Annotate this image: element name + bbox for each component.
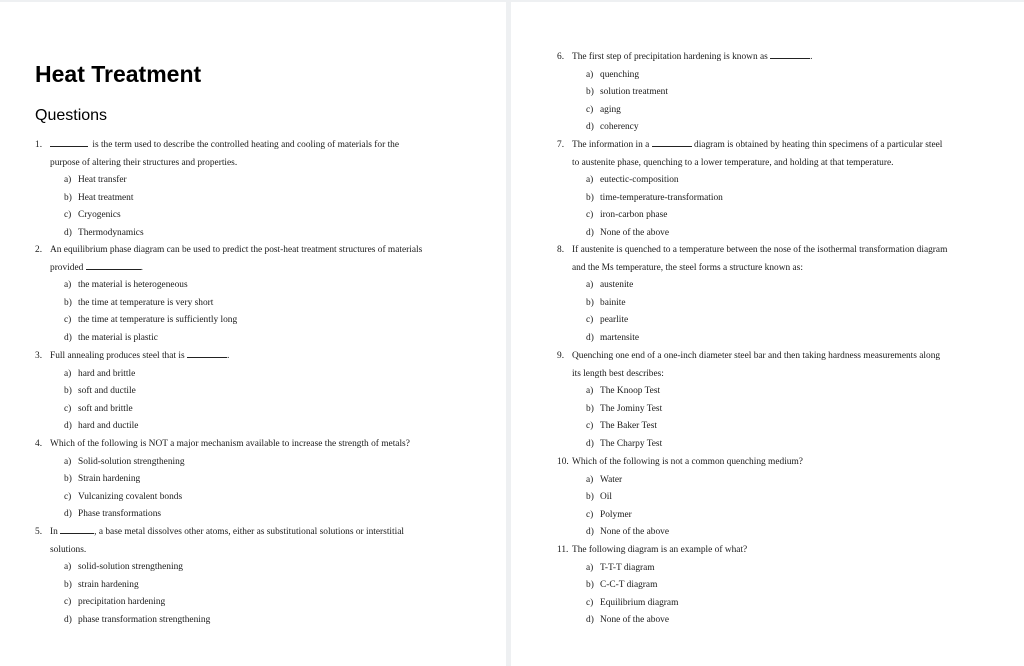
answer-option: d) None of the above — [586, 615, 669, 626]
answer-blank — [50, 138, 88, 147]
question-8 — [557, 242, 947, 348]
answer-option: c) precipitation hardening — [64, 597, 166, 608]
answer-blank — [652, 138, 692, 147]
answer-option: a) quenching — [586, 69, 640, 80]
question-text: provided — [50, 262, 84, 273]
answer-option: c) Vulcanizing covalent bonds — [64, 491, 183, 502]
question-1 — [35, 137, 399, 243]
answer-option: d) None of the above — [586, 227, 669, 238]
answer-option: d) the material is plastic — [64, 332, 158, 343]
answer-option: a) hard and brittle — [64, 368, 136, 379]
question-6: 6. The first step of precipitation hardening is known as . a) quenching b) solution treatment c) aging d) coherency — [557, 49, 812, 137]
question-text: and the Ms temperature, the steel forms a structure known as: — [572, 262, 803, 273]
question-number: 3. — [35, 351, 43, 361]
question-number: 8. — [557, 245, 565, 255]
answer-option: c) aging — [586, 104, 621, 115]
answer-option: b) C-C-T diagram — [586, 580, 658, 591]
question-number: 10. — [557, 457, 569, 467]
question-3: 3. Full annealing produces steel that is . a) hard and brittle b) soft and ductile c) soft and brittle d) hard and ductile — [35, 348, 229, 436]
question-4 — [35, 436, 410, 524]
answer-option: a) Water — [586, 474, 623, 485]
question-text: Quenching one end of a one-inch diameter steel bar and then taking hardness measurements along — [572, 351, 941, 361]
question-text: diagram is obtained by heating thin specimens of a particular steel — [694, 140, 943, 150]
answer-option: c) Cryogenics — [64, 210, 121, 221]
answer-option: a) Heat transfer — [64, 175, 127, 186]
answer-option: b) Oil — [586, 492, 612, 503]
question-number: 1. — [35, 140, 43, 150]
answer-option: c) Polymer — [586, 509, 632, 520]
answer-option: d) Phase transformations — [64, 509, 162, 520]
document-title: Heat Treatment — [35, 61, 202, 87]
question-text: Which of the following is NOT a major mechanism available to increase the strength of metals? — [50, 439, 410, 449]
answer-option: b) the time at temperature is very short — [64, 297, 214, 308]
answer-option: a) The Knoop Test — [586, 386, 661, 397]
question-number: 7. — [557, 140, 565, 150]
question-text: , a base metal dissolves other atoms, either as substitutional solutions or interstitial — [94, 527, 405, 537]
question-text: its length best describes: — [572, 368, 664, 379]
answer-blank — [86, 261, 141, 270]
question-text: An equilibrium phase diagram can be used to predict the post-heat treatment structures of materials — [50, 245, 423, 255]
answer-option: d) None of the above — [586, 527, 669, 538]
question-11 — [557, 542, 747, 630]
question-number: 5. — [35, 527, 43, 537]
answer-option: c) Equilibrium diagram — [586, 597, 679, 608]
answer-option: c) iron-carbon phase — [586, 210, 668, 221]
answer-option: d) The Charpy Test — [586, 438, 663, 449]
answer-option: a) Solid-solution strengthening — [64, 456, 185, 467]
question-5 — [35, 524, 404, 630]
answer-option: b) Strain hardening — [64, 474, 141, 485]
question-7 — [557, 137, 942, 243]
question-text: purpose of altering their structures and properties. — [50, 157, 238, 168]
answer-blank — [187, 349, 227, 358]
question-2: 2. An equilibrium phase diagram can be used to predict the post-heat treatment structures of materials provided . a) the material is heterogeneous b) the time at temperature is very short c) the time at temperature is sufficiently long d) the material is plastic — [35, 242, 422, 348]
answer-option: c) the time at temperature is sufficiently long — [64, 315, 238, 326]
section-heading: Questions — [35, 107, 108, 124]
question-9 — [557, 348, 940, 454]
answer-option: d) Thermodynamics — [64, 227, 144, 238]
answer-blank — [770, 50, 810, 59]
question-text: The first step of precipitation hardening is known as — [572, 52, 768, 62]
answer-option: b) Heat treatment — [64, 192, 134, 203]
answer-option: b) solution treatment — [586, 87, 668, 98]
answer-option: b) strain hardening — [64, 579, 139, 590]
answer-option: d) hard and ductile — [64, 421, 139, 432]
answer-option: d) phase transformation strengthening — [64, 614, 211, 625]
answer-option: a) the material is heterogeneous — [64, 280, 188, 291]
document-page-right — [511, 2, 1024, 666]
answer-option: c) pearlite — [586, 315, 629, 326]
question-number: 4. — [35, 439, 43, 449]
question-text: The following diagram is an example of what? — [572, 545, 748, 555]
question-text: solutions. — [50, 544, 87, 555]
answer-option: a) austenite — [586, 280, 634, 291]
answer-option: c) The Baker Test — [586, 421, 657, 432]
question-number: 11. — [557, 545, 569, 555]
answer-option: b) soft and ductile — [64, 386, 136, 397]
answer-option: a) T-T-T diagram — [586, 562, 655, 573]
question-number: 9. — [557, 351, 565, 361]
question-text: Full annealing produces steel that is — [50, 351, 185, 361]
question-number: 2. — [35, 245, 43, 255]
document-page-left — [0, 2, 506, 666]
question-text: If austenite is quenched to a temperature between the nose of the isothermal transformation diagram — [572, 245, 948, 255]
answer-option: b) bainite — [586, 297, 626, 308]
question-10 — [557, 454, 803, 542]
question-text: Which of the following is not a common quenching medium? — [572, 457, 803, 467]
question-text: In — [50, 527, 58, 537]
answer-blank — [60, 525, 94, 534]
question-number: 6. — [557, 52, 565, 62]
answer-option: b) time-temperature-transformation — [586, 192, 723, 203]
answer-option: b) The Jominy Test — [586, 403, 663, 414]
answer-option: c) soft and brittle — [64, 403, 133, 414]
question-text: is the term used to describe the controlled heating and cooling of materials for the — [92, 140, 400, 150]
answer-option: a) eutectic-composition — [586, 175, 679, 186]
answer-option: d) coherency — [586, 122, 639, 133]
answer-option: d) martensite — [586, 332, 640, 343]
question-text: to austenite phase, quenching to a lower temperature, and holding at that temperature. — [572, 157, 894, 168]
question-text: The information in a — [572, 140, 650, 150]
answer-option: a) solid-solution strengthening — [64, 562, 183, 573]
